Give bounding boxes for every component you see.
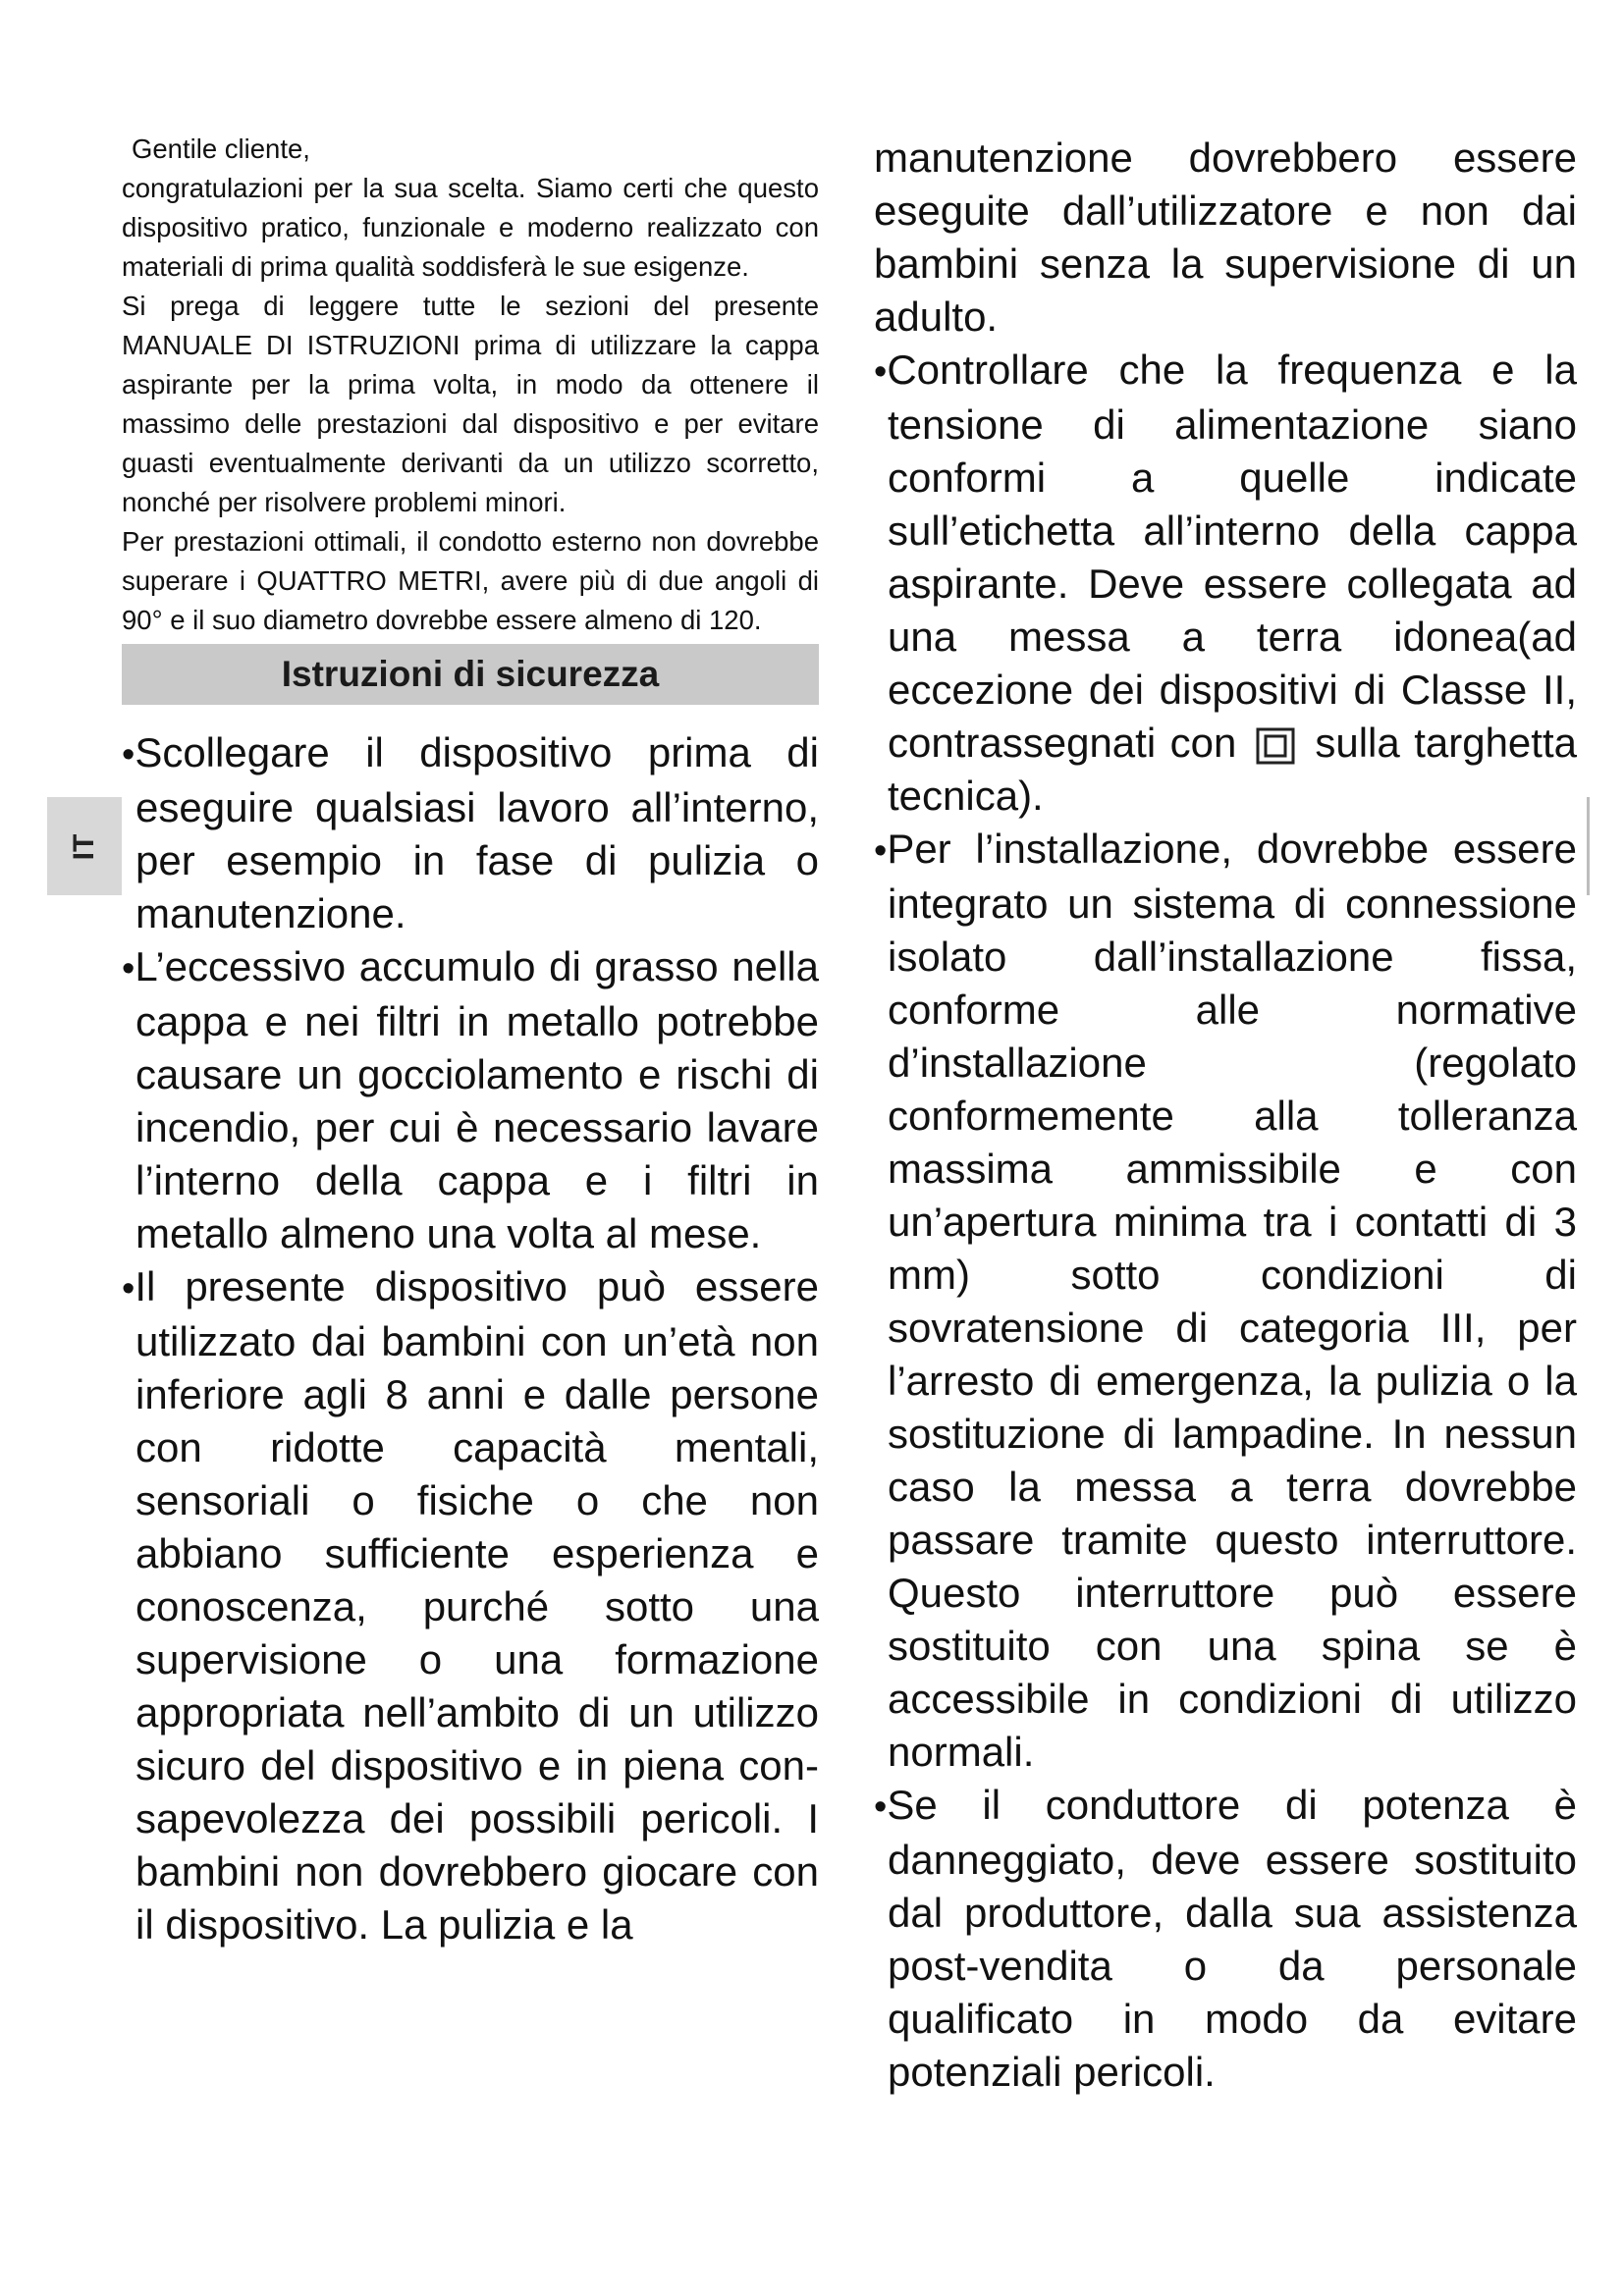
safety-item-text: Per l’installazione, dovrebbe essere integrato un sistema di connessione isolato dall’installazione fissa, conforme alle normative d’installazione (regolato conformemente alla tolleranza massima ammissibile e con un’apertura minima tra i contatti di 3 mm) sotto condizioni di sovratensione di categoria III, per l’arresto di emergenza, la pulizia o la sostituzione di lampadine. In nessun caso la messa a terra dovrebbe passare tramite questo interruttore. Questo interruttore può essere sostituito con una spina se è accessibile in condizioni di utilizzo normali. xyxy=(887,826,1577,1775)
safety-item-bambini-continued: manutenzione dovrebbero essere eseguite dall’utilizzatore e non dai bambini senza la supervisione di un adulto. xyxy=(874,134,1577,340)
left-column xyxy=(122,130,819,1951)
bullet: • xyxy=(122,734,135,775)
page-edge-marker xyxy=(1587,797,1590,895)
bullet: • xyxy=(122,948,135,989)
bullet: • xyxy=(874,830,888,872)
section-title: Istruzioni di sicurezza xyxy=(122,644,819,705)
safety-item-text: Controllare che la frequenza e la tensione di alimentazione siano conformi a quelle indicate sull’etichetta all’interno della cappa aspirante. Deve essere collegata ad una messa a terra idonea(ad eccezione dei dispositivi di Classe II, contrassegnati con xyxy=(887,347,1577,766)
safety-item-text: Se il conduttore di potenza è danneggiato, deve essere sostituito dal produttore, dalla sua assistenza post-vendita o da personale qualificato in modo da evitare potenziali pericoli. xyxy=(887,1782,1577,2095)
safety-item-text-end: sulla targhetta tecnica). xyxy=(888,720,1577,819)
safety-item-frequenza xyxy=(874,344,1577,823)
greeting: Gentile cliente, xyxy=(132,133,310,164)
intro-paragraph-2: Si prega di leggere tutte le sezioni del presente MANUALE DI ISTRUZIONI prima di utilizzare la cappa aspirante per la prima volta, in modo da ottenere il massimo delle prestazioni dal dispositivo e per evitare guasti eventualmente derivanti da un utilizzo scorretto, nonché per risolvere problemi minori. xyxy=(122,291,819,517)
safety-item-grasso xyxy=(122,940,819,1260)
safety-item-text: L’eccessivo accumulo di grasso nella cappa e nei filtri in metallo potrebbe causare un gocciolamento e rischi di incendio, per cui è necessario lavare l’interno della cappa e i filtri in metallo almeno una volta al mese. xyxy=(135,943,819,1256)
right-column xyxy=(874,132,1577,2099)
safety-item-text: Scollegare il dispositivo prima di eseguire qualsiasi lavoro all’interno, per esempio in fase di pulizia o manutenzione. xyxy=(135,729,819,936)
safety-item-bambini xyxy=(122,1260,819,1951)
safety-item-scollegare xyxy=(122,726,819,940)
bullet: • xyxy=(122,1268,135,1309)
class-ii-double-insulation-icon xyxy=(1256,727,1295,765)
bullet: • xyxy=(874,351,888,393)
intro-paragraph-3: Per prestazioni ottimali, il condotto esterno non dovrebbe superare i QUATTRO METRI, avere più di due angoli di 90° e il suo diametro dovrebbe essere almeno di 120. xyxy=(122,526,819,635)
language-tab xyxy=(47,797,122,895)
bullet: • xyxy=(874,1787,888,1828)
intro-paragraph-1: congratulazioni per la sua scelta. Siamo certi che questo dispositivo pratico, funzionale e moderno realizzato con materiali di prima qualità soddisferà le sue esigenze. xyxy=(122,173,819,282)
safety-item-conduttore xyxy=(874,1779,1577,2099)
safety-item-installazione xyxy=(874,823,1577,1779)
language-code: IT xyxy=(68,833,100,861)
safety-item-text: Il presente dispositivo può essere utilizzato dai bambini con un’età non inferiore agli 8 anni e dalle persone con ridotte capacità mentali, sensoriali o fisiche o che non abbiano sufficiente esperienza e conoscenza, purché sotto una supervisione o una formazione appropriata nell’ambito di un utilizzo sicuro del dispositivo e in piena con-sapevolezza dei possibili pericoli. I bambini non dovrebbero giocare con il dispositivo. La pulizia e la xyxy=(135,1263,819,1948)
